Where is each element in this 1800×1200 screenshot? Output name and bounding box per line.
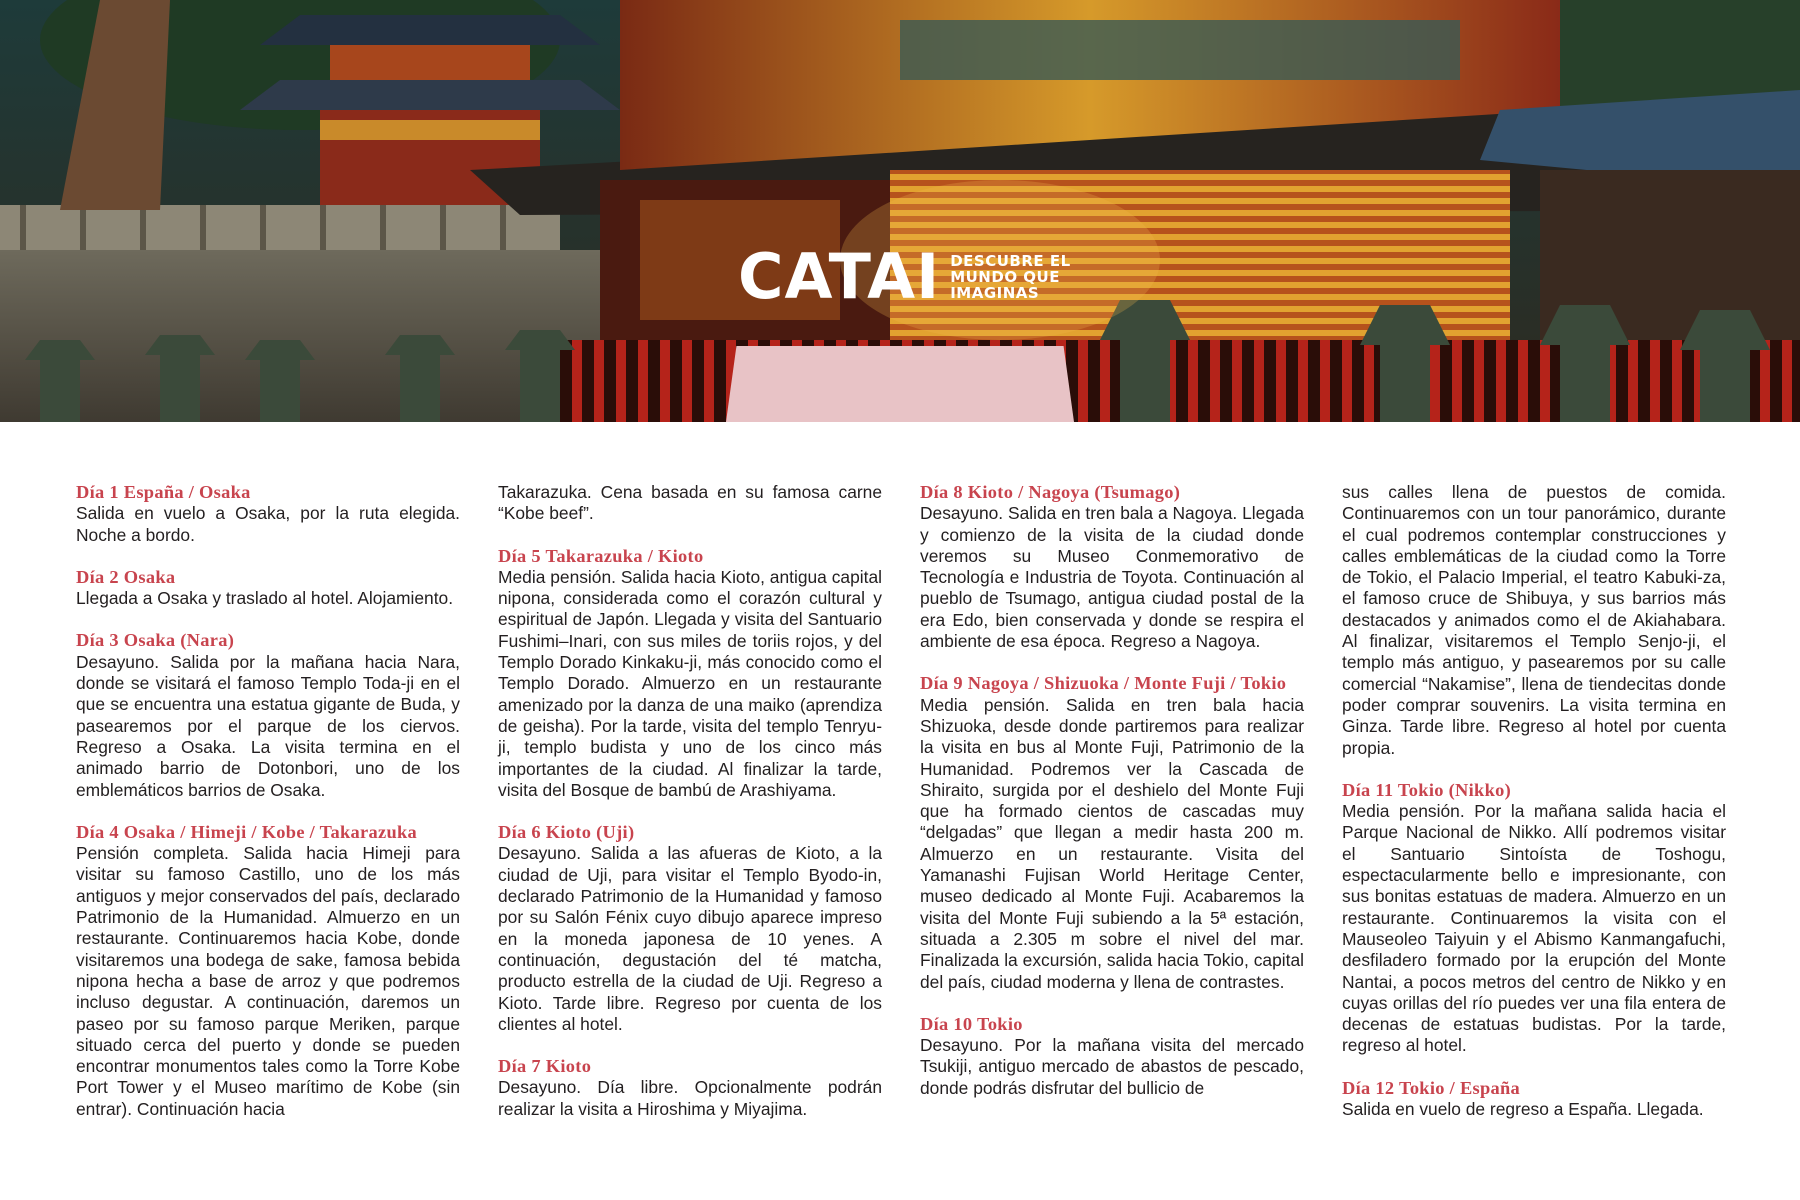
day-description: Media pensión. Salida en tren bala hacia Shizuoka, desde donde partiremos para realizar la visita en bus al Monte Fuji, Patrimonio de la Humanidad. Podremos ver la Cascada de Shiraito, surgida por el deshielo del Monte Fuji que ha formado cientos de cascadas muy “delgadas” que llegan a medir hasta 200 m. Almuerzo en un restaurante. Visita del Yamanashi Fujisan World Heritage Center, museo dedicado al Monte Fuji. Acabaremos la visita del Monte Fuji subiendo a la 5ª estación, situada a 2.305 m sobre el nivel del mar. Finalizada la excursión, salida hacia Tokio, capital del país, ciudad moderna y llena de contrastes.: [920, 694, 1304, 992]
day-block: [920, 1014, 1304, 1099]
day-block: [498, 1056, 882, 1120]
day-block: [76, 482, 460, 546]
day-block: [1342, 780, 1726, 1057]
day-description: Desayuno. Por la mañana visita del mercado Tsukiji, antiguo mercado de abastos de pescado, donde podrás disfrutar del bullicio de: [920, 1035, 1304, 1098]
day-title: Día 12 Tokio / España: [1342, 1077, 1521, 1098]
day-block: [920, 482, 1304, 652]
day-block: [498, 546, 882, 802]
day-description: sus calles llena de puestos de comida. Continuaremos con un tour panorámico, durante el cual podremos contemplar construcciones y calles emblemáticas de la ciudad como la Torre de Tokio, el Palacio Imperial, el teatro Kabuki-za, el famoso cruce de Shibuya, y sus barrios más destacados y animados como el de Akiahabara. Al finalizar, visitaremos el Templo Senjo-ji, el templo más antiguo, y pasearemos por su calle comercial “Nakamise”, llena de tiendecitas donde poder comprar souvenirs. La visita termina en Ginza. Tarde libre. Regreso al hotel por cuenta propia.: [1342, 482, 1726, 758]
catai-logo: [738, 242, 1071, 312]
day-block-continued: [498, 482, 882, 525]
day-title: Día 1 España / Osaka: [76, 482, 251, 502]
day-block: [76, 630, 460, 800]
day-block: [76, 567, 460, 610]
day-title: Día 3 Osaka (Nara): [76, 630, 235, 651]
day-description: Desayuno. Salida en tren bala a Nagoya. Llegada y comienzo de la visita de la ciudad donde veremos su Museo Conmemorativo de Tecnología e Industria de Toyota. Continuación al pueblo de Tsumago, antigua ciudad postal de la era Edo, bien conservada y donde se respira el ambiente de esa época. Regreso a Nagoya.: [920, 503, 1304, 652]
day-description: Media pensión. Por la mañana salida hacia el Parque Nacional de Nikko. Allí podremos visitar el Santuario Sintoísta de Toshogu, espectacularmente bello e impresionante, con sus bonitas estatuas de madera. Almuerzo en un restaurante. Continuaremos la visita con el Mauseoleo Taiyuin y el Abismo Kanmangafuchi, desfiladero formado por la erupción del Monte Nantai, a pocos metros del centro de Nikko y en cuyas orillas del río puedes ver una fila entera de decenas de estatuas budistas. Por la tarde, regreso al hotel.: [1342, 801, 1726, 1056]
day-description: Desayuno. Salida por la mañana hacia Nara, donde se visitará el famoso Templo Toda-ji en el que se encuentra una estatua gigante de Buda, y pasearemos por el parque de los ciervos. Regreso a Osaka. La visita termina en el animado barrio de Dotonbori, uno de los emblemáticos barrios de Osaka.: [76, 651, 460, 800]
day-description: Takarazuka. Cena basada en su famosa carne “Kobe beef”.: [498, 482, 882, 524]
tagline-line: MUNDO QUE: [950, 268, 1060, 286]
day-description: Salida en vuelo de regreso a España. Llegada.: [1342, 1099, 1704, 1120]
day-block: [76, 822, 460, 1120]
day-description: Desayuno. Día libre. Opcionalmente podrán realizar la visita a Hiroshima y Miyajima.: [498, 1077, 882, 1119]
day-block-continued: [1342, 482, 1726, 759]
tagline-line: DESCUBRE EL: [950, 252, 1071, 270]
day-block: [1342, 1078, 1726, 1121]
day-block: [498, 822, 882, 1035]
day-description: Salida en vuelo a Osaka, por la ruta elegida. Noche a bordo.: [76, 503, 460, 545]
brand-name: CATAI: [738, 240, 941, 313]
itinerary-column-4: [1342, 482, 1726, 1141]
day-title: Día 4 Osaka / Himeji / Kobe / Takarazuka: [76, 821, 418, 842]
day-title: Día 5 Takarazuka / Kioto: [498, 545, 704, 566]
day-description: Desayuno. Salida a las afueras de Kioto, a la ciudad de Uji, para visitar el Templo Byodo-in, declarado Patrimonio de la Humanidad y famoso por su Salón Fénix cuyo dibujo aparece impreso en la moneda japonesa de 10 yenes. A continuación, degustación del té matcha, producto estrella de la ciudad de Uji. Regreso a Kioto. Tarde libre. Regreso por cuenta de los clientes al hotel.: [498, 843, 882, 1034]
day-title: Día 9 Nagoya / Shizuoka / Monte Fuji / Tokio: [920, 673, 1287, 694]
day-title: Día 10 Tokio: [920, 1013, 1023, 1034]
day-description: Media pensión. Salida hacia Kioto, antigua capital nipona, considerada como el corazón cultural y espiritual de Japón. Llegada y visita del Santuario Fushimi–Inari, con sus miles de toriis rojos, y del Templo Dorado Kinkaku-ji, más conocido como el Templo Dorado. Almuerzo en un restaurante amenizado por la danza de una maiko (aprendiza de geisha). Por la tarde, visita del templo Tenryu-ji, templo budista y uno de los cinco más importantes de la ciudad. Al finalizar la tarde, visita del Bosque de bambú de Arashiyama.: [498, 566, 882, 800]
tagline-line: IMAGINAS: [950, 284, 1040, 302]
day-description: Pensión completa. Salida hacia Himeji para visitar su famoso Castillo, uno de los más antiguos y mejor conservados del país, declarado Patrimonio de la Humanidad. Almuerzo en un restaurante. Continuaremos hacia Kobe, donde visitaremos una bodega de sake, famosa bebida nipona hecha a base de arroz y que podremos incluso degustar. A continuación, daremos un paseo por su famoso parque Meriken, parque situado cerca del puerto y donde se pueden encontrar monumentos tales como la Torre Kobe Port Tower y el Museo marítimo de Kobe (sin entrar). Continuación hacia: [76, 843, 460, 1119]
day-title: Día 6 Kioto (Uji): [498, 822, 635, 843]
itinerary-column-3: [920, 482, 1304, 1120]
day-title: Día 8 Kioto / Nagoya (Tsumago): [920, 482, 1181, 502]
brand-tagline: [950, 253, 1070, 301]
day-block: [920, 673, 1304, 992]
accent-tab: [726, 346, 1074, 422]
day-title: Día 11 Tokio (Nikko): [1342, 779, 1512, 800]
hero-banner: [0, 0, 1800, 422]
itinerary-column-1: [76, 482, 460, 1141]
day-description: Llegada a Osaka y traslado al hotel. Alojamiento.: [76, 588, 454, 609]
day-title: Día 7 Kioto: [498, 1056, 592, 1077]
itinerary-column-2: [498, 482, 882, 1141]
day-title: Día 2 Osaka: [76, 566, 176, 587]
